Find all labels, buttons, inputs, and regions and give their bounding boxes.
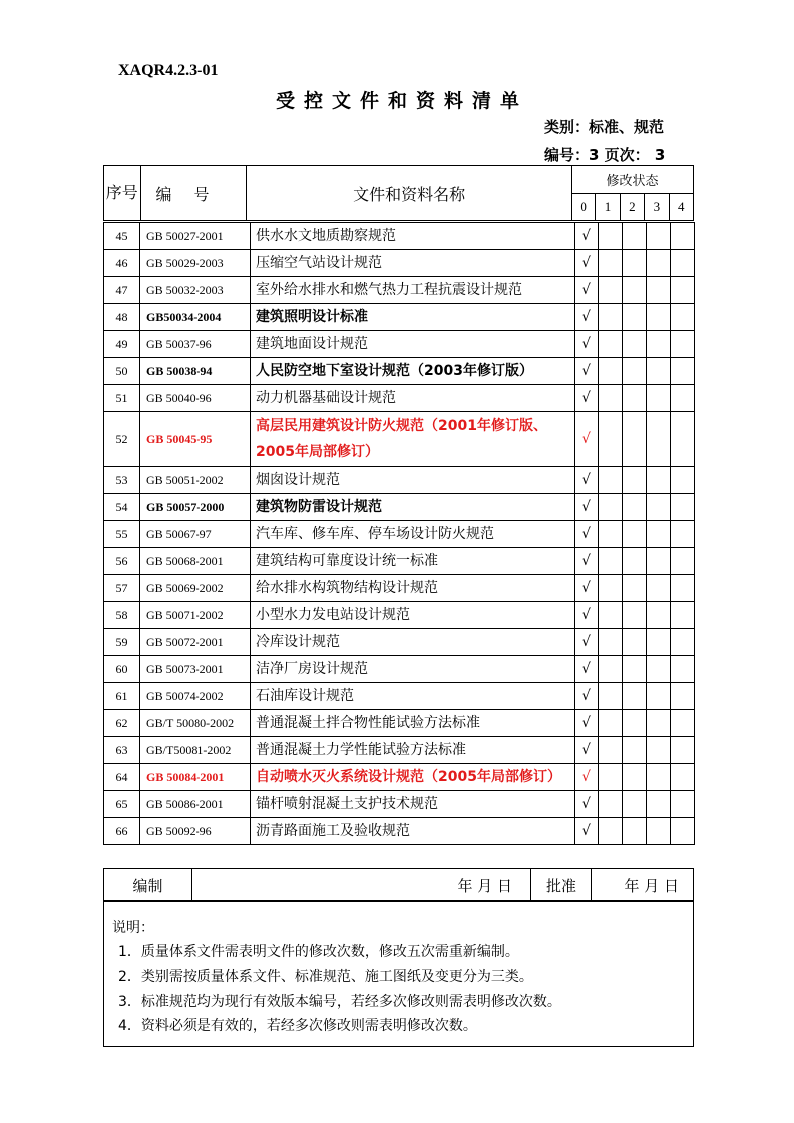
revision-cell — [671, 548, 695, 575]
revision-cell — [599, 358, 623, 385]
revision-cell — [599, 223, 623, 250]
row-code: GB 50029-2003 — [140, 250, 251, 277]
revision-cell — [623, 575, 647, 602]
row-seq: 57 — [104, 575, 140, 602]
row-name: 小型水力发电站设计规范 — [251, 602, 575, 629]
revision-cell — [647, 764, 671, 791]
row-name: 沥青路面施工及验收规范 — [251, 818, 575, 845]
revision-cell — [599, 548, 623, 575]
row-code: GB50034-2004 — [140, 304, 251, 331]
revision-cell — [623, 656, 647, 683]
row-name: 自动喷水灭火系统设计规范（2005年局部修订） — [251, 764, 575, 791]
revision-cell — [647, 412, 671, 467]
table-row — [104, 494, 695, 521]
table-row — [104, 791, 695, 818]
note-item: 2．类别需按质量体系文件、标准规范、施工图纸及变更分为三类。 — [118, 969, 533, 985]
row-code: GB 50057-2000 — [140, 494, 251, 521]
check-mark-icon: √ — [575, 467, 599, 494]
revision-cell — [647, 737, 671, 764]
table-row — [104, 277, 695, 304]
row-name: 石油库设计规范 — [251, 683, 575, 710]
row-code: GB 50092-96 — [140, 818, 251, 845]
revision-cell — [599, 737, 623, 764]
header-rev-4: 4 — [669, 193, 693, 221]
row-name: 普通混凝土拌合物性能试验方法标准 — [251, 710, 575, 737]
revision-cell — [623, 250, 647, 277]
table-row — [104, 629, 695, 656]
revision-cell — [623, 412, 647, 467]
row-seq: 53 — [104, 467, 140, 494]
row-name: 给水排水构筑物结构设计规范 — [251, 575, 575, 602]
table-row — [104, 602, 695, 629]
document-code: XAQR4.2.3-01 — [118, 62, 219, 79]
row-code: GB 50073-2001 — [140, 656, 251, 683]
row-name: 洁净厂房设计规范 — [251, 656, 575, 683]
notes-title: 说明： — [112, 920, 154, 936]
revision-cell — [623, 629, 647, 656]
row-code: GB 50038-94 — [140, 358, 251, 385]
revision-cell — [599, 818, 623, 845]
document-title: 受控文件和资料清单 — [275, 90, 528, 112]
revision-cell — [599, 331, 623, 358]
prepared-label: 编制 — [104, 869, 192, 902]
row-seq: 50 — [104, 358, 140, 385]
revision-cell — [599, 467, 623, 494]
row-seq: 61 — [104, 683, 140, 710]
row-name: 人民防空地下室设计规范（2003年修订版） — [251, 358, 575, 385]
table-row — [104, 575, 695, 602]
check-mark-icon: √ — [575, 575, 599, 602]
row-seq: 62 — [104, 710, 140, 737]
revision-cell — [623, 223, 647, 250]
header-rev-2: 2 — [620, 193, 644, 221]
check-mark-icon: √ — [575, 656, 599, 683]
revision-cell — [599, 277, 623, 304]
check-mark-icon: √ — [575, 304, 599, 331]
row-code: GB 50071-2002 — [140, 602, 251, 629]
row-code: GB 50027-2001 — [140, 223, 251, 250]
table-row — [104, 764, 695, 791]
table-row — [104, 385, 695, 412]
revision-cell — [647, 521, 671, 548]
row-name: 动力机器基础设计规范 — [251, 385, 575, 412]
row-name: 锚杆喷射混凝土支护技术规范 — [251, 791, 575, 818]
row-code: GB 50068-2001 — [140, 548, 251, 575]
revision-cell — [599, 250, 623, 277]
revision-cell — [671, 710, 695, 737]
row-code: GB 50051-2002 — [140, 467, 251, 494]
row-seq: 65 — [104, 791, 140, 818]
header-number: 编号 — [140, 166, 247, 221]
row-code: GB/T 50080-2002 — [140, 710, 251, 737]
check-mark-icon: √ — [575, 412, 599, 467]
revision-cell — [623, 710, 647, 737]
row-seq: 49 — [104, 331, 140, 358]
row-name: 压缩空气站设计规范 — [251, 250, 575, 277]
revision-cell — [671, 575, 695, 602]
revision-cell — [647, 467, 671, 494]
row-seq: 45 — [104, 223, 140, 250]
note-item: 3．标准规范均为现行有效版本编号，若经多次修改则需表明修改次数。 — [118, 994, 561, 1010]
revision-cell — [647, 818, 671, 845]
revision-cell — [623, 521, 647, 548]
table-row — [104, 223, 695, 250]
revision-cell — [671, 223, 695, 250]
row-code: GB 50074-2002 — [140, 683, 251, 710]
row-seq: 48 — [104, 304, 140, 331]
revision-cell — [599, 710, 623, 737]
row-seq: 55 — [104, 521, 140, 548]
row-seq: 56 — [104, 548, 140, 575]
table-row — [104, 358, 695, 385]
check-mark-icon: √ — [575, 602, 599, 629]
revision-cell — [647, 304, 671, 331]
revision-cell — [623, 304, 647, 331]
revision-cell — [599, 764, 623, 791]
revision-cell — [647, 683, 671, 710]
row-code: GB 50067-97 — [140, 521, 251, 548]
number-page-label: 编号：3 页次： 3 — [544, 146, 666, 164]
sign-table — [103, 868, 694, 902]
row-name: 室外给水排水和燃气热力工程抗震设计规范 — [251, 277, 575, 304]
notes-box — [103, 900, 694, 1047]
revision-cell — [599, 521, 623, 548]
document-list-table — [103, 222, 695, 845]
header-rev-0: 0 — [571, 193, 595, 221]
revision-cell — [647, 277, 671, 304]
revision-cell — [671, 250, 695, 277]
approved-date: 年 月 日 — [592, 869, 694, 902]
check-mark-icon: √ — [575, 683, 599, 710]
revision-cell — [623, 331, 647, 358]
revision-cell — [671, 358, 695, 385]
revision-cell — [647, 223, 671, 250]
revision-cell — [671, 791, 695, 818]
revision-cell — [599, 602, 623, 629]
revision-cell — [647, 494, 671, 521]
revision-cell — [647, 575, 671, 602]
row-name: 供水水文地质勘察规范 — [251, 223, 575, 250]
check-mark-icon: √ — [575, 385, 599, 412]
revision-cell — [623, 467, 647, 494]
revision-cell — [671, 412, 695, 467]
table-row — [104, 710, 695, 737]
row-seq: 54 — [104, 494, 140, 521]
row-code: GB 50045-95 — [140, 412, 251, 467]
revision-cell — [647, 358, 671, 385]
note-item: 4．资料必须是有效的，若经多次修改则需表明修改次数。 — [118, 1018, 477, 1034]
table-row — [104, 331, 695, 358]
revision-cell — [599, 656, 623, 683]
revision-cell — [623, 818, 647, 845]
table-row — [104, 656, 695, 683]
row-code: GB 50086-2001 — [140, 791, 251, 818]
revision-cell — [647, 791, 671, 818]
check-mark-icon: √ — [575, 764, 599, 791]
revision-cell — [671, 385, 695, 412]
table-row — [104, 304, 695, 331]
revision-cell — [671, 764, 695, 791]
revision-cell — [623, 737, 647, 764]
row-seq: 52 — [104, 412, 140, 467]
row-seq: 58 — [104, 602, 140, 629]
check-mark-icon: √ — [575, 818, 599, 845]
row-seq: 60 — [104, 656, 140, 683]
revision-cell — [623, 494, 647, 521]
header-revision: 修改状态 — [571, 166, 693, 194]
revision-cell — [623, 764, 647, 791]
table-row — [104, 412, 695, 467]
row-code: GB 50084-2001 — [140, 764, 251, 791]
revision-cell — [623, 358, 647, 385]
revision-cell — [671, 304, 695, 331]
table-row — [104, 521, 695, 548]
note-item: 1．质量体系文件需表明文件的修改次数，修改五次需重新编制。 — [118, 944, 519, 960]
revision-cell — [599, 385, 623, 412]
table-row — [104, 250, 695, 277]
revision-cell — [599, 412, 623, 467]
revision-cell — [671, 683, 695, 710]
row-code: GB 50037-96 — [140, 331, 251, 358]
revision-cell — [671, 494, 695, 521]
revision-cell — [671, 818, 695, 845]
revision-cell — [647, 548, 671, 575]
check-mark-icon: √ — [575, 791, 599, 818]
revision-cell — [647, 656, 671, 683]
table-row — [104, 548, 695, 575]
revision-cell — [623, 683, 647, 710]
row-name: 建筑地面设计规范 — [251, 331, 575, 358]
revision-cell — [671, 277, 695, 304]
row-seq: 66 — [104, 818, 140, 845]
table-row — [104, 818, 695, 845]
table-row — [104, 683, 695, 710]
table-row — [104, 467, 695, 494]
row-name: 建筑结构可靠度设计统一标准 — [251, 548, 575, 575]
revision-cell — [671, 467, 695, 494]
revision-cell — [599, 683, 623, 710]
header-seq: 序号 — [104, 166, 141, 221]
row-name: 高层民用建筑设计防火规范（2001年修订版、2005年局部修订） — [251, 412, 575, 467]
check-mark-icon: √ — [575, 710, 599, 737]
revision-cell — [647, 602, 671, 629]
revision-cell — [671, 331, 695, 358]
revision-cell — [599, 494, 623, 521]
revision-cell — [623, 791, 647, 818]
category-label: 类别：标准、规范 — [544, 118, 665, 136]
check-mark-icon: √ — [575, 223, 599, 250]
revision-cell — [671, 737, 695, 764]
approved-label: 批准 — [531, 869, 592, 902]
revision-cell — [647, 710, 671, 737]
row-name: 冷库设计规范 — [251, 629, 575, 656]
row-name: 建筑照明设计标准 — [251, 304, 575, 331]
revision-cell — [671, 521, 695, 548]
row-code: GB 50040-96 — [140, 385, 251, 412]
row-name: 烟囱设计规范 — [251, 467, 575, 494]
check-mark-icon: √ — [575, 358, 599, 385]
revision-cell — [623, 385, 647, 412]
revision-cell — [647, 629, 671, 656]
table-row — [104, 737, 695, 764]
header-rev-3: 3 — [645, 193, 669, 221]
revision-cell — [599, 791, 623, 818]
revision-cell — [599, 304, 623, 331]
revision-cell — [623, 277, 647, 304]
row-code: GB 50032-2003 — [140, 277, 251, 304]
check-mark-icon: √ — [575, 548, 599, 575]
check-mark-icon: √ — [575, 250, 599, 277]
prepared-date: 年 月 日 — [192, 869, 531, 902]
check-mark-icon: √ — [575, 737, 599, 764]
row-seq: 51 — [104, 385, 140, 412]
revision-cell — [647, 331, 671, 358]
row-seq: 46 — [104, 250, 140, 277]
row-seq: 47 — [104, 277, 140, 304]
row-seq: 59 — [104, 629, 140, 656]
check-mark-icon: √ — [575, 331, 599, 358]
check-mark-icon: √ — [575, 629, 599, 656]
revision-cell — [671, 602, 695, 629]
revision-cell — [599, 629, 623, 656]
row-name: 汽车库、修车库、停车场设计防火规范 — [251, 521, 575, 548]
revision-cell — [623, 602, 647, 629]
check-mark-icon: √ — [575, 494, 599, 521]
revision-cell — [671, 656, 695, 683]
row-code: GB/T50081-2002 — [140, 737, 251, 764]
revision-cell — [647, 385, 671, 412]
revision-cell — [599, 575, 623, 602]
row-seq: 64 — [104, 764, 140, 791]
row-seq: 63 — [104, 737, 140, 764]
row-name: 建筑物防雷设计规范 — [251, 494, 575, 521]
row-name: 普通混凝土力学性能试验方法标准 — [251, 737, 575, 764]
revision-cell — [671, 629, 695, 656]
header-name: 文件和资料名称 — [247, 166, 572, 221]
revision-cell — [647, 250, 671, 277]
list-header-table — [103, 165, 694, 221]
revision-cell — [623, 548, 647, 575]
row-code: GB 50069-2002 — [140, 575, 251, 602]
check-mark-icon: √ — [575, 521, 599, 548]
check-mark-icon: √ — [575, 277, 599, 304]
row-code: GB 50072-2001 — [140, 629, 251, 656]
header-rev-1: 1 — [596, 193, 620, 221]
